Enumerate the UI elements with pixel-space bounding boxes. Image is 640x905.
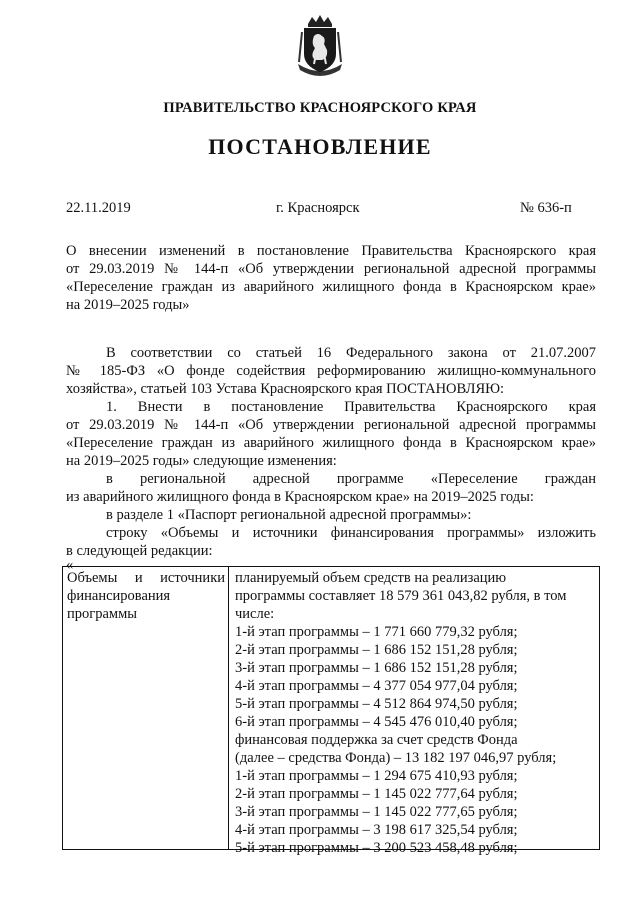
table-right-line: 1-й этап программы – 1 294 675 410,93 рубля; — [235, 768, 518, 784]
body-line: № 185-ФЗ «О фонде содействия реформированию жилищно-коммунального — [66, 363, 596, 379]
table-right-line: 6-й этап программы – 4 545 476 010,40 рубля; — [235, 714, 518, 730]
body-line: хозяйства», статьей 103 Устава Красноярского края ПОСТАНОВЛЯЮ: — [66, 381, 505, 397]
body-line: в региональной адресной программе «Переселение граждан — [106, 471, 596, 487]
coat-of-arms-icon — [294, 14, 346, 78]
table-right-line: 2-й этап программы – 1 686 152 151,28 рубля; — [235, 642, 518, 658]
table-right-line: 3-й этап программы – 1 686 152 151,28 рубля; — [235, 660, 518, 676]
table-left-line: программы — [67, 606, 137, 622]
body-line: В соответствии со статьей 16 Федерального закона от 21.07.2007 — [106, 345, 596, 361]
table-left-line: Объемы и источники — [67, 570, 225, 586]
title-line: «Переселение граждан из аварийного жилищного фонда в Красноярском крае» — [66, 279, 596, 295]
document-city: г. Красноярск — [276, 200, 360, 216]
table-right-line: 2-й этап программы – 1 145 022 777,64 рубля; — [235, 786, 518, 802]
document-type: ПОСТАНОВЛЕНИЕ — [208, 134, 432, 159]
table-right-cell — [235, 569, 595, 857]
body-line: в следующей редакции: — [66, 543, 213, 559]
table-right-line: (далее – средства Фонда) – 13 182 197 046,97 рубля; — [235, 750, 557, 766]
financing-table — [62, 566, 600, 856]
body-line: на 2019–2025 годы» следующие изменения: — [66, 453, 337, 469]
table-right-line: 3-й этап программы – 1 145 022 777,65 рубля; — [235, 804, 518, 820]
table-right-line: 4-й этап программы – 4 377 054 977,04 рубля; — [235, 678, 518, 694]
table-right-line: 1-й этап программы – 1 771 660 779,32 рубля; — [235, 624, 518, 640]
table-right-line: числе: — [235, 606, 275, 622]
opening-quote: « — [66, 557, 74, 573]
title-line: на 2019–2025 годы» — [66, 297, 190, 313]
table-right-line: планируемый объем средств на реализацию — [235, 570, 507, 586]
body-line: строку «Объемы и источники финансирования программы» изложить — [106, 525, 596, 541]
title-line: О внесении изменений в постановление Правительства Красноярского края — [66, 243, 596, 259]
table-right-line: финансовая поддержка за счет средств Фонда — [235, 732, 518, 748]
table-right-line: 5-й этап программы – 4 512 864 974,50 рубля; — [235, 696, 518, 712]
body-line: из аварийного жилищного фонда в Красноярском крае» на 2019–2025 годы: — [66, 489, 534, 505]
government-name: ПРАВИТЕЛЬСТВО КРАСНОЯРСКОГО КРАЯ — [163, 100, 477, 116]
document-number: № 636-п — [520, 200, 572, 216]
document-date: 22.11.2019 — [66, 200, 131, 216]
body-line: в разделе 1 «Паспорт региональной адресной программы»: — [106, 507, 472, 523]
table-right-line: программы составляет 18 579 361 043,82 рубля, в том — [235, 588, 567, 604]
title-line: от 29.03.2019 № 144-п «Об утверждении региональной адресной программы — [66, 261, 596, 277]
table-column-divider — [228, 567, 229, 849]
body-line: от 29.03.2019 № 144-п «Об утверждении региональной адресной программы — [66, 417, 596, 433]
body-line: 1. Внести в постановление Правительства Красноярского края — [106, 399, 596, 415]
table-right-line: 4-й этап программы – 3 198 617 325,54 рубля; — [235, 822, 518, 838]
table-right-line: 5-й этап программы – 3 200 523 458,48 рубля; — [235, 840, 518, 856]
body-line: «Переселение граждан из аварийного жилищного фонда в Красноярском крае» — [66, 435, 596, 451]
table-left-line: финансирования — [67, 588, 171, 604]
table-left-cell — [67, 569, 225, 623]
